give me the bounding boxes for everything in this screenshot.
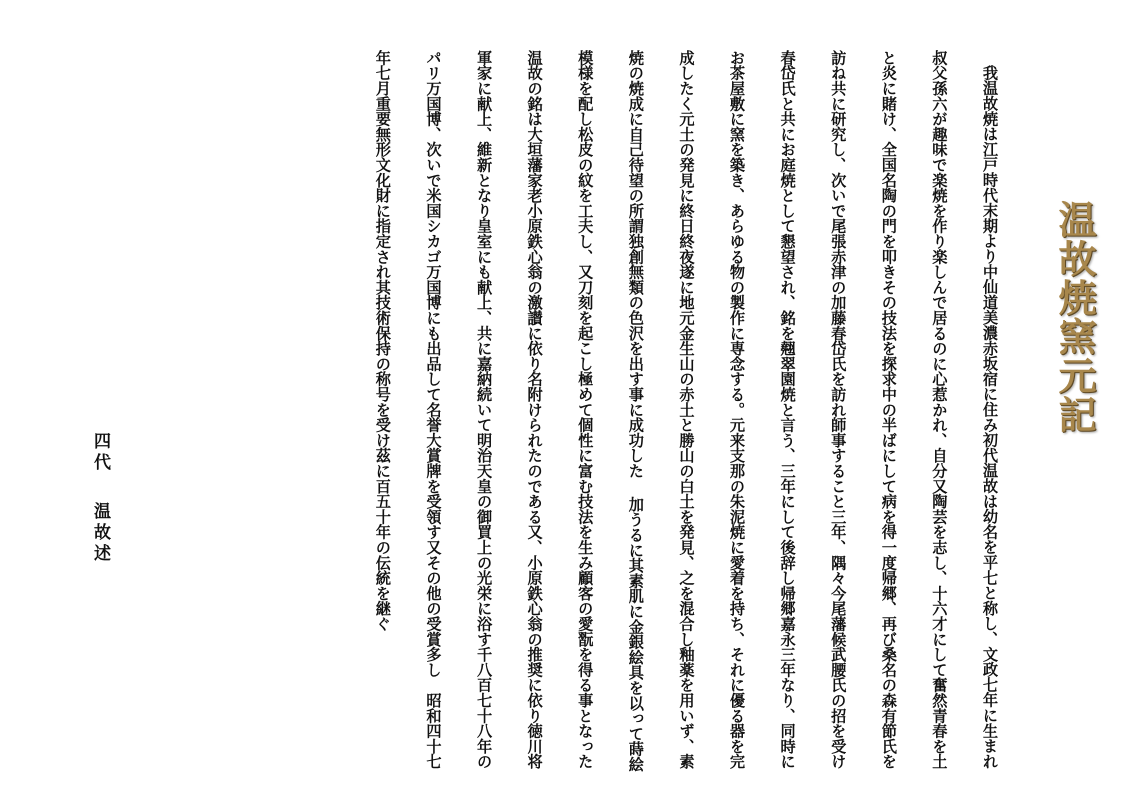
signature (72, 432, 108, 565)
signature-generation: 四代 (90, 432, 110, 474)
body-paragraph: 我温故焼は江戸時代末期より中仙道美濃赤坂宿に住み初代温故は幼名を平七と称し、文政七年に生まれ叔父孫六が趣味で楽焼を作り楽しんで居るのに心惹かれ、自分又陶芸を志し、十六才にして奮然青春を土と炎に賭け、全国名陶の門を叩きその技法を探求中の半ばにして病を得一度帰郷、再び桑名の森有節氏を訪ね共に研究し、次いで尾張赤津の加藤春岱氏を訪れ師事すること三年、隅々今尾藩候武腰氏の招を受け春岱氏と共にお庭焼として懇望され、銘を翹翠園焼と言う、三年にして後辞し帰郷嘉永三年なり、同時にお茶屋敷に窯を築き、あらゆる物の製作に専念する。元来支那の朱泥焼に愛着を持ち、それに優る器を完成したく元土の発見に終日終夜遂に地元金生山の赤土と勝山の白土を発見、之を混合し釉薬を用いず、素焼の焼成に自己待望の所謂独創無類の色沢を出す事に成功した 加うるに其素肌に金銀絵具を以って蒔絵模様を配し松皮の紋を工夫し、又刀刻を起こし極めて個性に富む技法を生み顧客の愛翫を得る事となった 温故の銘は大垣藩家老小原鉄心翁の激讃に依り名附けられたのである又、小原鉄心翁の推奨に依り徳川将軍家に献上、維新となり皇室にも献上、共に嘉納続いて明治天皇の御買上の光栄に浴す千八百七十八年のパリ万国博、次いで米国シカゴ万国博にも出品して名誉大賞牌を受領す又その他の受賞多し 昭和四十七年七月重要無形文化財に指定され其技術保持の称号を受け茲に百五十年の伝統を継ぐ (373, 50, 999, 772)
document-title: 温故焼窯元記 (1052, 200, 1097, 434)
signature-name: 温故述 (90, 502, 110, 565)
body-text-block (135, 50, 1015, 778)
